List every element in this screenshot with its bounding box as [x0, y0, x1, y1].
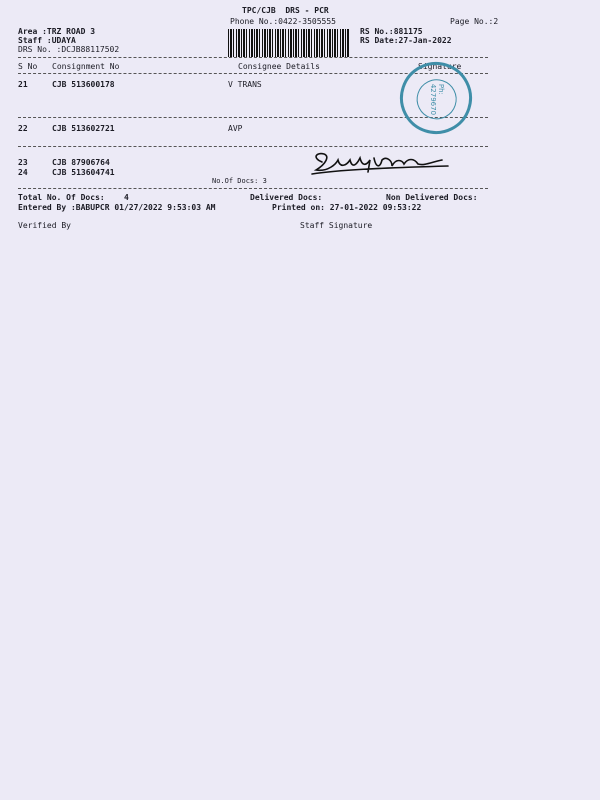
verified-by: Verified By [18, 221, 71, 230]
divider [18, 188, 488, 189]
row-consignee: V TRANS [228, 80, 262, 89]
row-sno: 23 [18, 158, 28, 167]
drs-number: DRS No. :DCJB88117502 [18, 45, 120, 54]
delivered-docs: Delivered Docs: [250, 193, 323, 202]
divider [18, 57, 488, 58]
row-consignment: CJB 513602721 [52, 124, 115, 133]
column-header-signature: Signature [418, 62, 462, 71]
handwritten-signature [308, 148, 458, 180]
office-seal-stamp [391, 53, 482, 144]
row-consignee: AVP [228, 124, 243, 133]
barcode [228, 29, 350, 57]
column-header-sno: S No [18, 62, 38, 71]
divider [18, 146, 488, 147]
staff-label: Staff :UDAYA [18, 36, 76, 45]
printed-on: Printed on: 27-01-2022 09:53:22 [272, 203, 422, 212]
row-sno: 21 [18, 80, 28, 89]
rs-date: RS Date:27-Jan-2022 [360, 36, 452, 45]
rs-number: RS No.:881175 [360, 27, 423, 36]
row-sno: 24 [18, 168, 28, 177]
staff-signature-label: Staff Signature [300, 221, 373, 230]
area-label: Area :TRZ ROAD 3 [18, 27, 96, 36]
page-number: Page No.:2 [450, 17, 499, 26]
non-delivered-docs: Non Delivered Docs: [386, 193, 478, 202]
document-title: TPC/CJB DRS - PCR [242, 6, 329, 15]
row-sno: 22 [18, 124, 28, 133]
entered-by: Entered By :BABUPCR 01/27/2022 9:53:03 AM [18, 203, 216, 212]
column-header-consignee: Consignee Details [238, 62, 320, 71]
column-header-consignment: Consignment No [52, 62, 120, 71]
total-docs: Total No. Of Docs: 4 [18, 193, 129, 202]
row-consignment: CJB 513600178 [52, 80, 115, 89]
phone-number: Phone No.:0422-3505555 [230, 17, 336, 26]
row-consignment: CJB 513604741 [52, 168, 115, 177]
stamp-text: Ph: 4279670 [429, 83, 446, 116]
row-consignment: CJB 87906764 [52, 158, 110, 167]
group-docs-count: No.Of Docs: 3 [212, 177, 267, 185]
